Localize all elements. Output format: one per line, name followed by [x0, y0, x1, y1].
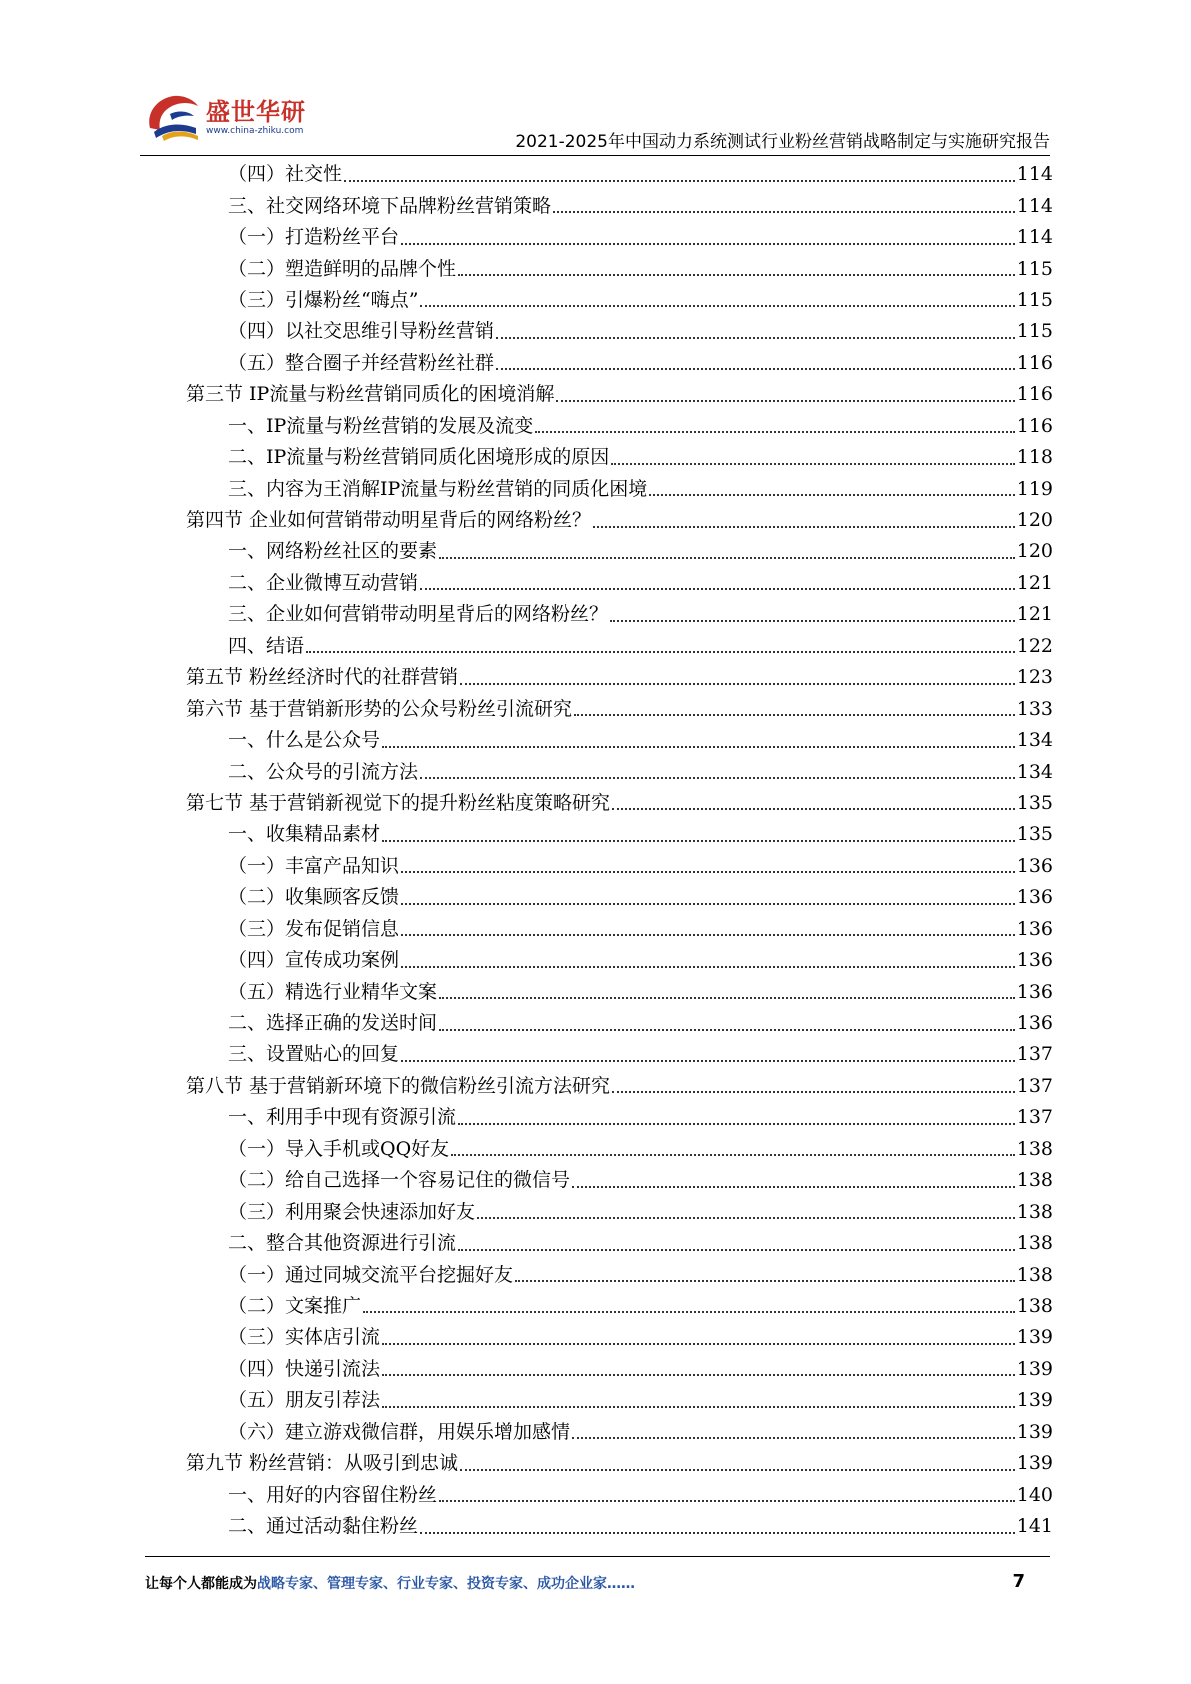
toc-dot-leader [610, 620, 1015, 622]
toc-dot-leader [439, 1029, 1015, 1031]
toc-entry-page: 120 [1016, 540, 1053, 563]
toc-entry-label: （六）建立游戏微信群，用娱乐增加感情 [228, 1420, 571, 1443]
page-header [140, 78, 1050, 158]
toc-entry-label: （二）给自己选择一个容易记住的微信号 [228, 1169, 571, 1192]
toc-dot-leader [401, 903, 1015, 905]
toc-entry-label: （四）快递引流法 [228, 1357, 381, 1380]
toc-entry-label: （三）实体店引流 [228, 1326, 381, 1349]
toc-entry[interactable] [186, 1354, 1053, 1385]
toc-entry-page: 139 [1016, 1326, 1053, 1349]
toc-entry-page: 120 [1016, 509, 1053, 532]
footer-divider [145, 1556, 1050, 1557]
toc-entry[interactable] [186, 1322, 1053, 1353]
toc-entry-page: 116 [1016, 414, 1053, 437]
toc-entry[interactable] [186, 1511, 1053, 1542]
toc-entry[interactable] [186, 851, 1053, 882]
toc-entry-label: 三、内容为王消解IP流量与粉丝营销的同质化困境 [228, 477, 648, 500]
footer-slogan [145, 1573, 635, 1593]
toc-entry-label: 二、IP流量与粉丝营销同质化困境形成的原因 [228, 446, 610, 469]
toc-entry-page: 133 [1016, 697, 1053, 720]
toc-entry-page: 138 [1016, 1294, 1053, 1317]
toc-entry[interactable] [186, 1385, 1053, 1416]
toc-entry[interactable] [186, 756, 1053, 787]
toc-dot-leader [515, 1280, 1015, 1282]
logo-name: 盛世华研 [206, 98, 306, 126]
toc-dot-leader [611, 463, 1014, 465]
toc-entry-page: 138 [1016, 1263, 1053, 1286]
toc-entry-page: 136 [1016, 917, 1053, 940]
toc-entry-label: （一）通过同城交流平台挖掘好友 [228, 1263, 514, 1286]
toc-dot-leader [382, 1406, 1015, 1408]
toc-entry[interactable] [186, 379, 1053, 410]
toc-dot-leader [572, 1186, 1015, 1188]
toc-entry-label: 第五节 粉丝经济时代的社群营销 [186, 666, 459, 689]
toc-entry[interactable] [186, 348, 1053, 379]
toc-entry[interactable] [186, 1008, 1053, 1039]
toc-dot-leader [382, 840, 1015, 842]
toc-entry-page: 138 [1016, 1200, 1053, 1223]
toc-entry[interactable] [186, 1134, 1053, 1165]
toc-entry[interactable] [186, 505, 1053, 536]
toc-entry-page: 122 [1016, 634, 1053, 657]
toc-entry-label: 三、设置贴心的回复 [228, 1043, 400, 1066]
toc-entry-label: （一）打造粉丝平台 [228, 226, 400, 249]
toc-entry[interactable] [186, 190, 1053, 221]
toc-dot-leader [649, 494, 1014, 496]
toc-entry[interactable] [186, 788, 1053, 819]
toc-entry[interactable] [186, 1259, 1053, 1290]
toc-entry-page: 137 [1016, 1043, 1053, 1066]
toc-entry-label: 二、整合其他资源进行引流 [228, 1232, 457, 1255]
toc-entry-page: 119 [1016, 477, 1053, 500]
toc-entry[interactable] [186, 1417, 1053, 1448]
toc-entry[interactable] [186, 819, 1053, 850]
toc-dot-leader [382, 746, 1015, 748]
toc-dot-leader [496, 368, 1015, 370]
toc-dot-leader [556, 400, 1014, 402]
toc-dot-leader [458, 1123, 1015, 1125]
toc-entry-page: 136 [1016, 949, 1053, 972]
toc-entry[interactable] [186, 1102, 1053, 1133]
toc-dot-leader [458, 1249, 1015, 1251]
toc-entry[interactable] [186, 253, 1053, 284]
toc-entry-label: （五）精选行业精华文案 [228, 980, 438, 1003]
toc-entry-page: 114 [1016, 194, 1053, 217]
toc-entry[interactable] [186, 1071, 1053, 1102]
slogan-prefix: 让每个人都能成为 [145, 1576, 257, 1592]
toc-entry-label: 二、公众号的引流方法 [228, 760, 419, 783]
toc-entry-page: 114 [1016, 163, 1053, 186]
toc-entry-label: 第三节 IP流量与粉丝营销同质化的困境消解 [186, 383, 555, 406]
toc-entry-page: 139 [1016, 1357, 1053, 1380]
toc-dot-leader [612, 1091, 1015, 1093]
toc-entry-label: 第四节 企业如何营销带动明星背后的网络粉丝？ [186, 509, 592, 532]
toc-entry-label: （二）收集顾客反馈 [228, 886, 400, 909]
toc-dot-leader [401, 871, 1015, 873]
toc-dot-leader [593, 526, 1015, 528]
toc-entry-label: 一、利用手中现有资源引流 [228, 1106, 457, 1129]
toc-entry-page: 139 [1016, 1452, 1053, 1475]
toc-dot-leader [439, 1500, 1015, 1502]
toc-dot-leader [401, 1060, 1015, 1062]
toc-dot-leader [496, 337, 1015, 339]
toc-dot-leader [420, 305, 1014, 307]
toc-dot-leader [460, 683, 1015, 685]
toc-entry-page: 141 [1016, 1515, 1053, 1538]
page-footer [145, 1573, 1025, 1597]
toc-entry-label: （二）文案推广 [228, 1294, 362, 1317]
toc-entry-label: 一、用好的内容留住粉丝 [228, 1483, 438, 1506]
toc-entry[interactable] [186, 662, 1053, 693]
toc-entry-label: （二）塑造鲜明的品牌个性 [228, 257, 457, 280]
toc-dot-leader [401, 243, 1015, 245]
toc-dot-leader [458, 274, 1015, 276]
toc-dot-leader [344, 180, 1015, 182]
toc-entry[interactable] [186, 536, 1053, 567]
toc-entry-page: 138 [1016, 1232, 1053, 1255]
header-divider [140, 155, 1050, 156]
toc-entry-label: 第六节 基于营销新形势的公众号粉丝引流研究 [186, 697, 573, 720]
toc-entry-label: （五）朋友引荐法 [228, 1389, 381, 1412]
toc-dot-leader [451, 1154, 1015, 1156]
toc-entry-page: 136 [1016, 854, 1053, 877]
toc-entry[interactable] [186, 1479, 1053, 1510]
toc-dot-leader [439, 557, 1015, 559]
toc-dot-leader [306, 651, 1015, 653]
toc-entry-page: 138 [1016, 1137, 1053, 1160]
toc-entry[interactable] [186, 473, 1053, 504]
toc-entry-page: 114 [1016, 226, 1053, 249]
toc-entry-label: 一、IP流量与粉丝营销的发展及流变 [228, 414, 534, 437]
toc-entry-page: 134 [1016, 760, 1053, 783]
toc-entry[interactable] [186, 159, 1053, 190]
toc-dot-leader [401, 966, 1015, 968]
toc-entry-page: 135 [1016, 791, 1053, 814]
toc-dot-leader [420, 588, 1015, 590]
toc-entry-page: 123 [1016, 666, 1053, 689]
toc-entry[interactable] [186, 1228, 1053, 1259]
toc-entry-label: 一、什么是公众号 [228, 729, 381, 752]
toc-dot-leader [382, 1374, 1015, 1376]
toc-entry-page: 134 [1016, 729, 1053, 752]
toc-dot-leader [477, 1217, 1015, 1219]
toc-dot-leader [553, 211, 1015, 213]
toc-dot-leader [401, 934, 1015, 936]
toc-entry[interactable] [186, 1291, 1053, 1322]
toc-entry[interactable] [186, 599, 1053, 630]
toc-entry-page: 139 [1016, 1389, 1053, 1412]
toc-entry[interactable] [186, 1448, 1053, 1479]
toc-entry-page: 115 [1016, 320, 1053, 343]
toc-entry[interactable] [186, 725, 1053, 756]
toc-entry-label: 二、企业微博互动营销 [228, 571, 419, 594]
toc-entry-label: 二、选择正确的发送时间 [228, 1012, 438, 1035]
toc-entry[interactable] [186, 568, 1053, 599]
toc-entry[interactable] [186, 945, 1053, 976]
toc-entry[interactable] [186, 631, 1053, 662]
toc-entry-page: 136 [1016, 1012, 1053, 1035]
toc-entry-label: （四）以社交思维引导粉丝营销 [228, 320, 495, 343]
toc-entry-page: 116 [1016, 383, 1053, 406]
toc-entry[interactable] [186, 1196, 1053, 1227]
toc-entry[interactable] [186, 976, 1053, 1007]
toc-dot-leader [420, 1532, 1015, 1534]
toc-entry-label: 三、社交网络环境下品牌粉丝营销策略 [228, 194, 552, 217]
toc-dot-leader [535, 431, 1014, 433]
toc-dot-leader [612, 808, 1015, 810]
toc-entry[interactable] [186, 285, 1053, 316]
toc-entry-label: 第七节 基于营销新视觉下的提升粉丝粘度策略研究 [186, 791, 611, 814]
toc-entry-label: 第八节 基于营销新环境下的微信粉丝引流方法研究 [186, 1074, 611, 1097]
toc-entry[interactable] [186, 411, 1053, 442]
toc-dot-leader [382, 1343, 1015, 1345]
toc-entry-page: 137 [1016, 1074, 1053, 1097]
toc-entry-label: 第九节 粉丝营销：从吸引到忠诚 [186, 1452, 459, 1475]
toc-entry-page: 139 [1016, 1420, 1053, 1443]
report-title: 2021-2025年中国动力系统测试行业粉丝营销战略制定与实施研究报告 [515, 132, 1050, 152]
toc-entry-page: 118 [1016, 446, 1053, 469]
toc-entry-label: （三）利用聚会快速添加好友 [228, 1200, 476, 1223]
toc-entry-label: （一）丰富产品知识 [228, 854, 400, 877]
toc-entry-label: （三）引爆粉丝“嗨点” [228, 288, 419, 311]
toc-entry-label: （四）社交性 [228, 163, 343, 186]
toc-entry-page: 121 [1016, 603, 1053, 626]
toc-entry-label: （一）导入手机或QQ好友 [228, 1137, 450, 1160]
toc-entry-label: （三）发布促销信息 [228, 917, 400, 940]
toc-entry-label: （四）宣传成功案例 [228, 949, 400, 972]
toc-entry-label: 二、通过活动黏住粉丝 [228, 1515, 419, 1538]
toc-entry[interactable] [186, 693, 1053, 724]
toc-dot-leader [574, 714, 1015, 716]
toc-dot-leader [363, 1311, 1015, 1313]
toc-entry[interactable] [186, 914, 1053, 945]
slogan-highlight: 战略专家、管理专家、行业专家、投资专家、成功企业家…… [257, 1576, 635, 1592]
toc-entry-page: 121 [1016, 571, 1053, 594]
toc-entry[interactable] [186, 442, 1053, 473]
toc-entry[interactable] [186, 1039, 1053, 1070]
toc-entry[interactable] [186, 222, 1053, 253]
toc-dot-leader [420, 777, 1015, 779]
toc-entry-label: 三、企业如何营销带动明星背后的网络粉丝？ [228, 603, 609, 626]
toc-entry-page: 136 [1016, 886, 1053, 909]
toc-dot-leader [572, 1437, 1015, 1439]
toc-entry-page: 137 [1016, 1106, 1053, 1129]
page-number: 7 [1012, 1571, 1025, 1592]
toc-entry-label: 一、网络粉丝社区的要素 [228, 540, 438, 563]
toc-entry-label: 一、收集精品素材 [228, 823, 381, 846]
toc-entry-label: （五）整合圈子并经营粉丝社群 [228, 351, 495, 374]
toc-entry-page: 135 [1016, 823, 1053, 846]
logo-url: www.china-zhiku.com [206, 126, 304, 136]
toc-entry-page: 136 [1016, 980, 1053, 1003]
table-of-contents [186, 159, 1053, 1542]
toc-entry[interactable] [186, 316, 1053, 347]
toc-entry-page: 140 [1016, 1483, 1053, 1506]
toc-entry[interactable] [186, 1165, 1053, 1196]
toc-entry-page: 115 [1016, 288, 1053, 311]
toc-entry-page: 115 [1016, 257, 1053, 280]
toc-entry[interactable] [186, 882, 1053, 913]
toc-entry-label: 四、结语 [228, 634, 305, 657]
toc-dot-leader [460, 1469, 1015, 1471]
toc-dot-leader [439, 997, 1015, 999]
toc-entry-page: 138 [1016, 1169, 1053, 1192]
toc-entry-page: 116 [1016, 351, 1053, 374]
